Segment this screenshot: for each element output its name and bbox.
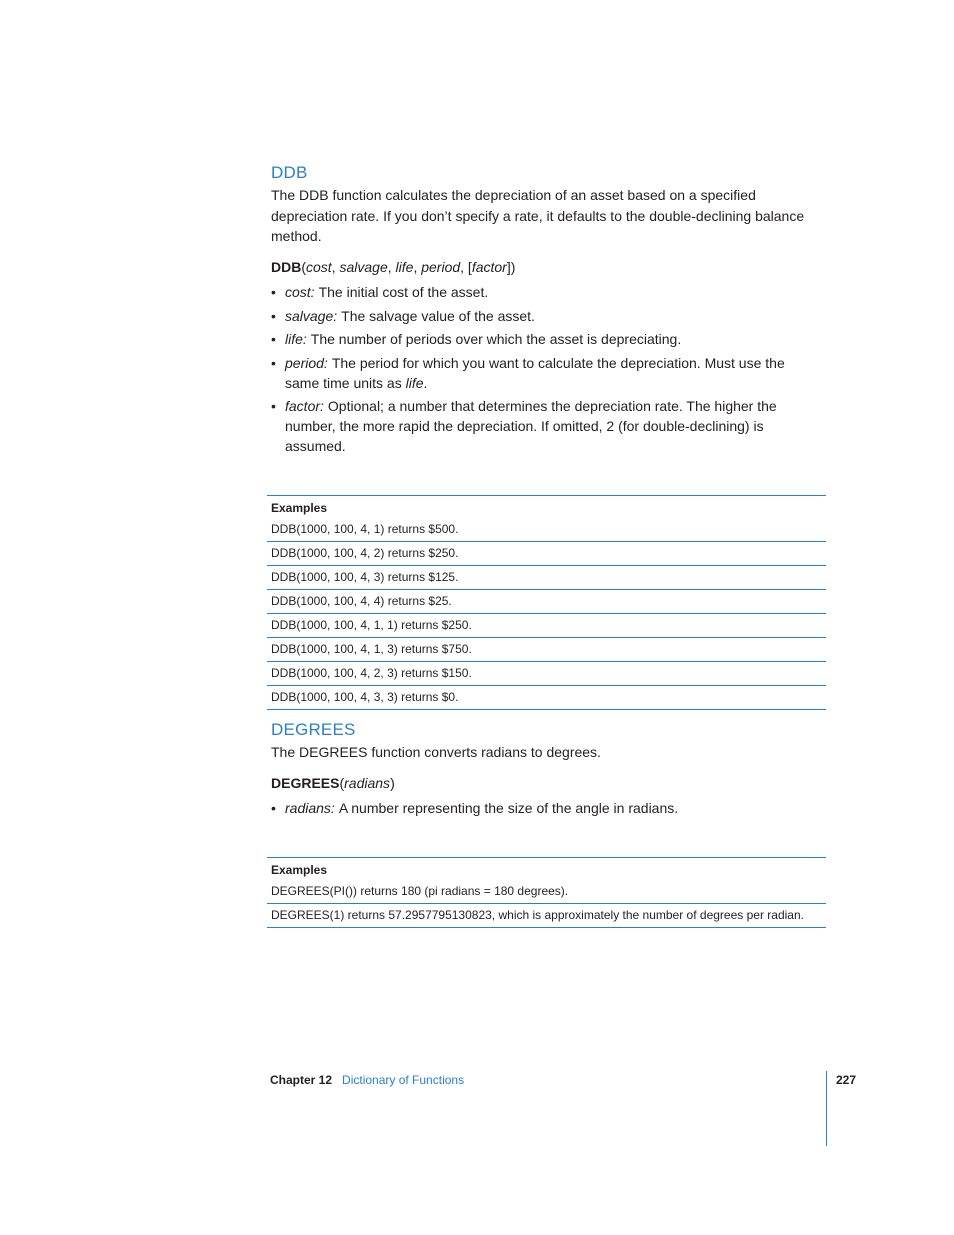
syntax-arg: factor [471,259,507,275]
param-term: period: [285,354,328,371]
syntax-sep: , [460,259,468,275]
syntax-paren: ) [510,259,516,275]
syntax-paren: ) [390,775,395,791]
param-term: life: [285,331,307,347]
param-term: radians: [285,800,335,816]
table-row: DDB(1000, 100, 4, 2, 3) returns $150. [267,662,826,686]
ddb-heading: DDB [271,163,308,182]
degrees-parameter-list [271,798,811,822]
footer-chapter [270,1073,464,1087]
bullet-icon: • [271,307,276,324]
list-item [271,329,811,349]
syntax-arg: life [395,259,414,275]
table-row: DDB(1000, 100, 4, 1, 3) returns $750. [267,638,826,662]
param-description: The number of periods over which the asset is depreciating. [310,331,682,347]
degrees-syntax [271,775,395,791]
chapter-label: Chapter 12 [270,1073,333,1087]
syntax-arg: period [421,259,461,275]
syntax-sep: , [413,259,422,275]
syntax-arg: salvage [339,259,388,275]
bullet-icon: • [271,398,276,414]
footer-divider [826,1071,827,1146]
degrees-description: The DEGREES function converts radians to degrees. [271,744,601,760]
list-item [271,353,811,393]
ddb-syntax [271,259,515,275]
degrees-examples-table [267,857,826,928]
ddb-examples-table [267,495,826,710]
table-row: DDB(1000, 100, 4, 1, 1) returns $250. [267,614,826,638]
page-number: 227 [836,1073,857,1087]
param-term: cost: [285,284,315,300]
table-row: DDB(1000, 100, 4, 2) returns $250. [267,542,826,566]
bullet-icon: • [271,284,276,300]
table-row: DDB(1000, 100, 4, 4) returns $25. [267,590,826,614]
table-row: DDB(1000, 100, 4, 3) returns $125. [267,566,826,590]
list-item [271,396,811,456]
list-item [271,306,811,326]
table-row: DDB(1000, 100, 4, 3, 3) returns $0. [267,686,826,710]
table-row: DEGREES(1) returns 57.2957795130823, which is approximately the number of degrees per radian. [267,904,826,928]
examples-heading: Examples [271,501,328,515]
syntax-sep: , [387,259,396,275]
syntax-bracket: [ [467,259,472,275]
param-end: . [423,374,428,391]
bullet-icon: • [271,331,276,347]
param-term: factor: [285,398,324,414]
table-row: DDB(1000, 100, 4, 1) returns $500. [267,518,826,542]
bullet-icon: • [271,354,276,371]
degrees-heading: DEGREES [271,720,356,739]
syntax-bracket: ] [506,259,511,275]
examples-heading: Examples [271,863,328,877]
ddb-parameter-list [271,282,811,460]
syntax-function-name: DEGREES [271,775,340,791]
bullet-icon: • [271,800,276,816]
param-description: A number representing the size of the angle in radians. [338,800,679,816]
param-italic-word: life [405,374,424,391]
param-term: salvage: [285,307,338,324]
syntax-paren: ( [339,775,345,791]
ddb-description: The DDB function calculates the depreciation of an asset based on a specified depreciation rate. If you don’t specify a rate, it defaults to the double-declining balance method. [271,187,805,244]
list-item [271,798,811,818]
param-description: Optional; a number that determines the depreciation rate. The higher the number, the more rapid the depreciation. If omitted, 2 (for double-declining) is assumed. [285,398,777,454]
syntax-sep: , [331,259,340,275]
syntax-function-name: DDB [271,259,302,275]
param-description: The period for which you want to calculate the depreciation. Must use the same time units as [285,354,785,391]
param-description: The initial cost of the asset. [318,284,489,300]
syntax-arg: radians [344,775,391,791]
list-item [271,282,811,302]
syntax-paren: ( [301,259,307,275]
table-row: DEGREES(PI()) returns 180 (pi radians = 180 degrees). [267,880,826,904]
syntax-arg: cost [306,259,332,275]
param-description: The salvage value of the asset. [341,307,535,324]
chapter-title-link[interactable]: Dictionary of Functions [342,1073,465,1087]
